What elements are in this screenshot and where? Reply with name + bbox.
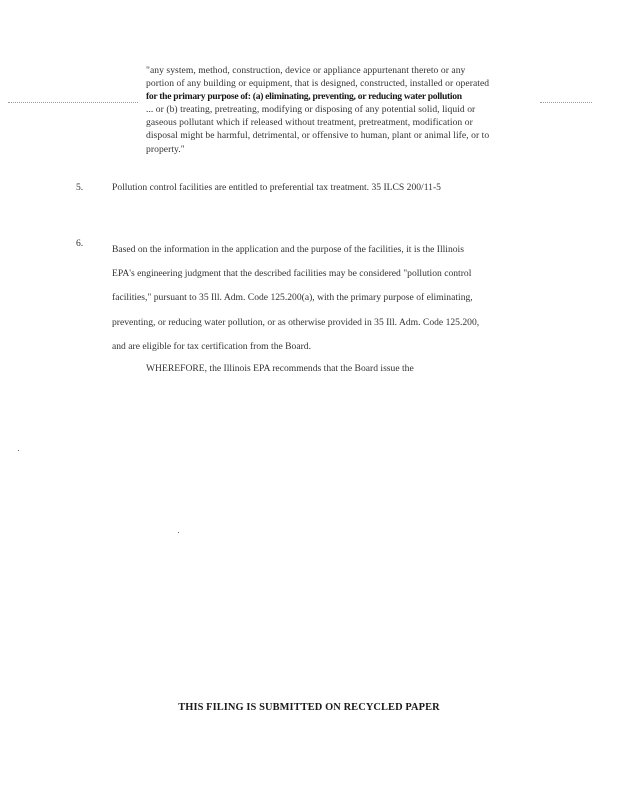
paragraph-6-line: preventing, or reducing water pollution, or as otherwise provided in 35 Ill. Adm. Code 125.200,: [112, 316, 480, 328]
quote-line: "any system, method, construction, device or appliance appurtenant thereto or any: [146, 65, 466, 76]
paragraph-6-line: Based on the information in the application and the purpose of the facilities, it is the Illinois: [112, 244, 464, 255]
scan-speck: [18, 450, 19, 451]
scan-artifact-right: [540, 102, 592, 103]
quote-line: disposal might be harmful, detrimental, or offensive to human, plant or animal life, or to: [146, 130, 490, 142]
recycled-paper-footer: THIS FILING IS SUBMITTED ON RECYCLED PAPER: [178, 702, 440, 713]
paragraph-5-number: 5.: [76, 182, 84, 193]
statutory-quote: [146, 64, 536, 156]
quote-line: ... or (b) treating, pretreating, modifying or disposing of any potential solid, liquid or: [146, 104, 476, 116]
scan-artifact-left: [8, 102, 138, 103]
wherefore-clause: WHEREFORE, the Illinois EPA recommends that the Board issue the: [146, 363, 414, 374]
paragraph-6-text: [112, 238, 542, 359]
paragraph-6-number: 6.: [76, 238, 84, 249]
quote-line: portion of any building or equipment, that is designed, constructed, installed or operated: [146, 78, 490, 90]
paragraph-6-line: and are eligible for tax certification from the Board.: [112, 340, 311, 352]
quote-line: for the primary purpose of: (a) eliminating, preventing, or reducing water pollution: [146, 91, 462, 103]
scan-speck: [178, 532, 179, 533]
paragraph-6-line: facilities," pursuant to 35 Ill. Adm. Code 125.200(a), with the primary purpose of eliminating,: [112, 292, 473, 304]
quote-line: property.": [146, 143, 185, 155]
quote-line: gaseous pollutant which if released without treatment, pretreatment, modification or: [146, 117, 473, 129]
paragraph-6-line: EPA's engineering judgment that the described facilities may be considered "pollution control: [112, 268, 472, 280]
paragraph-5-text: Pollution control facilities are entitled to preferential tax treatment. 35 ILCS 200/11-5: [112, 182, 441, 193]
